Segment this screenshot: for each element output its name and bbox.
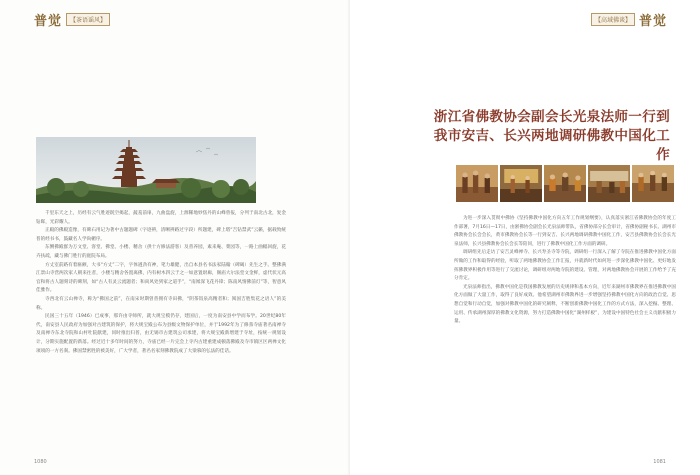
- left-header: [34, 10, 110, 28]
- left-paragraph-4: 方丈室前路有着匾额，大书“方丈”二字，字体遒劲有神，笔力雄健，出自本县名书法家陆翰（碑碣）先生之手。整佛满江景山寺营两次家人朝来往者，小楼与精舍各置离佛，内有树木四云于之一如意置尉廊，阁庙大尔法堂文金鲜，虚代状元高官和将古人题刻诗的碑刻，如“古人有灵云流题者；和尚风处到家之道手”，“南闻深飞花丹锋；陈南风情佛前灯”等，智意风佳雅作。: [36, 262, 286, 294]
- article-title: [430, 108, 670, 165]
- brand-logo: 普觉: [638, 13, 667, 29]
- pagoda-photo: [36, 137, 256, 203]
- right-header: [591, 10, 667, 28]
- brand-logo: 普觉: [34, 13, 63, 29]
- column-tag: 【高域佛谈】: [591, 13, 635, 26]
- right-page-number: 1081: [653, 459, 666, 465]
- right-article-body: [454, 215, 676, 327]
- article-title-line-2: 我市安吉、长兴两地调研佛教中国化工作: [433, 128, 670, 163]
- right-paragraph-1: 为进一步深入贯彻中佛协《坚持佛教中国化方向五年工作规划纲要》，认真落实浙江省佛教协会的年度工作部署，7月16日—17日，由浙佛协会副会长光泉法师带队，省佛协部分长会审计，省佛协副秘书长、湖州市佛教协会长会会长，黄市佛教协会长等一行到安吉、长兴两地调研佛教中国化工作，安吉县佛教协会长会长光泉法师，长兴县佛教协会长会长等陪同，进行了佛教中国化工作方面的调研。: [454, 216, 676, 247]
- right-paragraph-2: 调研组先后走访了安吉灵峰禅寺、长兴寿圣寺等寺院，调研组一行深入了解了寺院在推进佛教中国化方面所做的工作和取得的经验，听取了两地佛教协会工作汇报，并就新时代如何进一步深化佛教中国化、更好地发挥佛教界积极作用等进行了交流讨论，调研组对两地寺院的建设、管理，对两地佛教协会开展的工作给予了充分肯定。: [454, 250, 676, 282]
- left-paragraph-3: 东侧佛殿群为万文堂、客堂、佛堂、小楼、精舍（供十方修法游客）及普养园，素来庵、菜园等，一路上曲幅回旋，花卉扶疏，藏与佛门胜行的庭院布局。: [36, 245, 286, 259]
- photo-courtyard: [632, 165, 674, 202]
- column-tag: 【茶语谣风】: [66, 13, 110, 26]
- photo-discussion: [544, 165, 586, 202]
- photo-meeting: [588, 165, 630, 202]
- photo-temple-visit: [456, 165, 498, 202]
- article-title-line-1: 浙江省佛教协会副会长光泉法师一行到: [433, 109, 670, 125]
- photo-strip: [456, 165, 674, 202]
- photo-hall-interior: [500, 165, 542, 202]
- left-paragraph-2: 正殿的佛殿造像，有碑石用记为著中古题题碑（字迹辨，清晰辨路过字段）所题建，碑上塔“吉钻禁武”云籁，据载致统普的经书书，鼓藏名人学尚楣序。: [36, 228, 286, 242]
- right-page: [350, 0, 700, 475]
- left-paragraph-5: 寺西北有云山禅寺，称为“佛国之前”，在南宋时期曾普拥有寺田佛，“阴茶饭泉高精者和；阅国吉胜集花之语人”的美称。: [36, 296, 286, 311]
- left-page-number: 1080: [34, 459, 47, 465]
- left-article-body: [36, 210, 286, 356]
- right-paragraph-3: 光泉法师指出，佛教中国化是我国佛教发展的历史规律和基本方向，近年来湖州市佛教界在推进佛教中国化方面做了大量工作，取得了良好成效。他希望湖州市佛教界进一步增强坚持佛教中国化方向的政治自觉、思想自觉和行动自觉，加强对佛教中国化的研究阐释，不断创新佛教中国化工作的方式方法，深入挖掘、整理、运用、传承湖州深厚的佛教文化资源，努力打造佛教中国化“湖州样板”，为建设中国特色社会主义贡献积极力量。: [454, 284, 676, 325]
- left-paragraph-6: 民国三十五年（1946）已成事，那许由寺师所，就大规宝模仍存，建国后，一度为南安县中学而布学。20世纪80年代，南安县人民政府为加强对古建筑的保护，将大规宝殿公布为县级文物保护单位，并于1992年为了修葺寺庙著名南禅寺及南禅寺东北寺院和山村吐院献建，同时推出归普，由无锡市古建筑公司承建，将大规宝殿新增建于寺址，按统一规划设计，分期实施配置的新落。经过近十多年时间的努力，寺庙已经一片完会上寺内古建重建成顿落佛殿及寺市镇区区两禅文化项项的一方名刹。佛国禁密胜的被美好，广大学者，著名名家刻佛教院成了大梁慕的弘法的佳话。: [36, 314, 286, 354]
- left-paragraph-1: 千里东天之上，历经有云气胜迹既空揭起，蔬羞前扉，九曲盘旋，上源稀地妙焦丹的山峰曾报，分列于南北古北，复金钻晖，光彩耀人。: [36, 211, 286, 225]
